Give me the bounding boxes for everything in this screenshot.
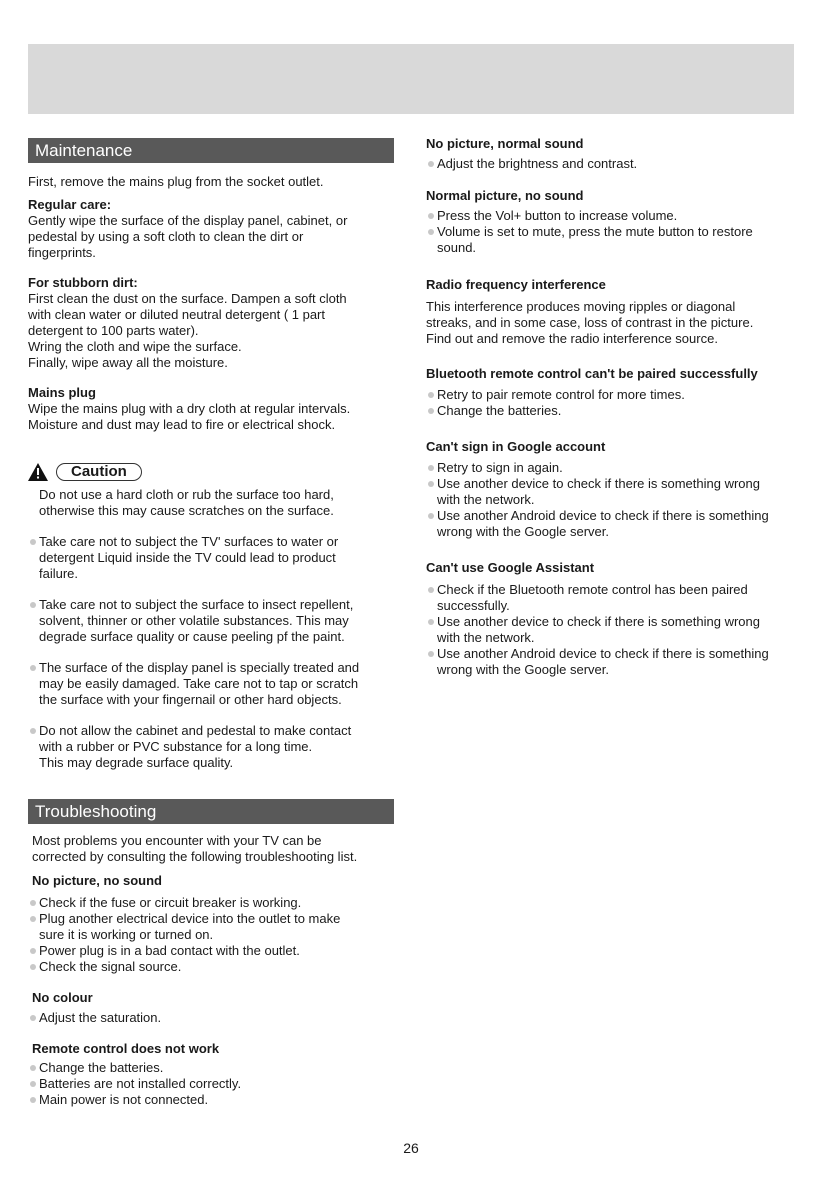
- text-line: wrong with the Google server.: [437, 524, 609, 539]
- list-item: [28, 597, 394, 645]
- text-line: Take care not to subject the surface to insect repellent,: [39, 597, 354, 612]
- normal-picture-no-sound-heading: Normal picture, no sound: [426, 188, 584, 203]
- google-account-list: [426, 460, 806, 540]
- text-line: Finally, wipe away all the moisture.: [28, 355, 228, 370]
- text-line: Use another Android device to check if there is something: [437, 646, 769, 661]
- no-picture-normal-sound-heading: No picture, normal sound: [426, 136, 584, 151]
- caution-label: Caution: [56, 463, 142, 481]
- header-band: [28, 44, 794, 114]
- list-item: [426, 508, 806, 540]
- remote-not-work-heading: Remote control does not work: [32, 1041, 220, 1056]
- text-line: Use another device to check if there is something wrong: [437, 614, 761, 629]
- text-line: Change the batteries.: [39, 1060, 164, 1075]
- list-item: [426, 614, 806, 646]
- text-line: Check if the Bluetooth remote control has been paired: [437, 582, 748, 597]
- text-line: Find out and remove the radio interference source.: [426, 331, 718, 346]
- text-line: corrected by consulting the following troubleshooting list.: [32, 849, 358, 864]
- text-line: This may degrade surface quality.: [39, 755, 234, 770]
- maintenance-title: Maintenance: [28, 138, 394, 163]
- mains-plug-heading: Mains plug: [28, 385, 96, 400]
- text-line: successfully.: [437, 598, 510, 613]
- list-item: [28, 943, 394, 959]
- bluetooth-heading: Bluetooth remote control can't be paired successfully: [426, 366, 758, 381]
- caution-list: [28, 534, 394, 771]
- text-line: Wring the cloth and wipe the surface.: [28, 339, 242, 354]
- text-line: Change the batteries.: [437, 403, 562, 418]
- text-line: detergent to 100 parts water).: [28, 323, 199, 338]
- text-line: Adjust the brightness and contrast.: [437, 156, 638, 171]
- text-line: Take care not to subject the TV' surfaces to water or: [39, 534, 339, 549]
- text-line: Power plug is in a bad contact with the outlet.: [39, 943, 300, 958]
- troubleshooting-title: Troubleshooting: [28, 799, 394, 824]
- page-number: 26: [403, 1140, 419, 1156]
- list-item: [28, 1010, 394, 1026]
- text-line: Moisture and dust may lead to fire or electrical shock.: [28, 417, 336, 432]
- maintenance-intro: First, remove the mains plug from the socket outlet.: [28, 174, 324, 189]
- text-line: sound.: [437, 240, 477, 255]
- text-line: Gently wipe the surface of the display panel, cabinet, or: [28, 213, 348, 228]
- text-line: detergent Liquid inside the TV could lead to product: [39, 550, 336, 565]
- list-item: [28, 959, 394, 975]
- text-line: solvent, thinner or other volatile substances. This may: [39, 613, 349, 628]
- text-line: with the network.: [437, 630, 535, 645]
- text-line: First clean the dust on the surface. Dampen a soft cloth: [28, 291, 347, 306]
- caution-header: [28, 463, 394, 481]
- list-item: [426, 208, 806, 224]
- normal-picture-no-sound-list: [426, 208, 806, 256]
- no-colour-heading: No colour: [32, 990, 93, 1005]
- text-line: Use another Android device to check if there is something: [437, 508, 769, 523]
- text-line: Wipe the mains plug with a dry cloth at regular intervals.: [28, 401, 351, 416]
- text-line: Retry to sign in again.: [437, 460, 563, 475]
- text-line: Do not allow the cabinet and pedestal to make contact: [39, 723, 352, 738]
- radio-interference-heading: Radio frequency interference: [426, 277, 606, 292]
- regular-care-text: [28, 213, 394, 261]
- list-item: [28, 1076, 394, 1092]
- text-line: This interference produces moving ripples or diagonal: [426, 299, 736, 314]
- text-line: Adjust the saturation.: [39, 1010, 162, 1025]
- text-line: degrade surface quality or cause peeling pf the paint.: [39, 629, 345, 644]
- troubleshooting-intro: [28, 833, 394, 865]
- text-line: Main power is not connected.: [39, 1092, 209, 1107]
- caution-intro: [28, 487, 394, 519]
- text-line: The surface of the display panel is specially treated and: [39, 660, 360, 675]
- text-line: Press the Vol+ button to increase volume.: [437, 208, 678, 223]
- text-line: Do not use a hard cloth or rub the surface too hard,: [39, 487, 334, 502]
- stubborn-dirt-heading: For stubborn dirt:: [28, 275, 138, 290]
- text-line: Most problems you encounter with your TV can be: [32, 833, 322, 848]
- radio-interference-text: [426, 299, 806, 347]
- text-line: Use another device to check if there is something wrong: [437, 476, 761, 491]
- text-line: otherwise this may cause scratches on the surface.: [39, 503, 334, 518]
- regular-care-heading: Regular care:: [28, 197, 112, 212]
- right-column: [426, 136, 806, 678]
- google-assistant-list: [426, 582, 806, 678]
- warning-icon: [28, 463, 48, 481]
- text-line: streaks, and in some case, loss of contrast in the picture.: [426, 315, 754, 330]
- list-item: [28, 911, 394, 943]
- text-line: the surface with your fingernail or other hard objects.: [39, 692, 342, 707]
- list-item: [28, 660, 394, 708]
- text-line: pedestal by using a soft cloth to clean the dirt or: [28, 229, 304, 244]
- mains-plug-text: [28, 401, 394, 433]
- google-account-heading: Can't sign in Google account: [426, 439, 606, 454]
- no-colour-list: [28, 1010, 394, 1026]
- remote-not-work-list: [28, 1060, 394, 1108]
- no-picture-normal-sound-list: [426, 156, 806, 172]
- text-line: Check if the fuse or circuit breaker is working.: [39, 895, 302, 910]
- no-picture-no-sound-heading: No picture, no sound: [32, 873, 162, 888]
- stubborn-dirt-text: [28, 291, 394, 371]
- list-item: [426, 156, 806, 172]
- list-item: [426, 582, 806, 614]
- list-item: [426, 403, 806, 419]
- text-line: Batteries are not installed correctly.: [39, 1076, 242, 1091]
- text-line: with clean water or diluted neutral detergent ( 1 part: [28, 307, 326, 322]
- list-item: [426, 646, 806, 678]
- list-item: [28, 1060, 394, 1076]
- text-line: Plug another electrical device into the outlet to make: [39, 911, 341, 926]
- list-item: [28, 723, 394, 771]
- text-line: sure it is working or turned on.: [39, 927, 214, 942]
- text-line: fingerprints.: [28, 245, 96, 260]
- list-item: [426, 460, 806, 476]
- text-line: wrong with the Google server.: [437, 662, 609, 677]
- list-item: [28, 1092, 394, 1108]
- list-item: [28, 534, 394, 582]
- list-item: [426, 224, 806, 256]
- list-item: [426, 476, 806, 508]
- no-picture-no-sound-list: [28, 895, 394, 975]
- list-item: [426, 387, 806, 403]
- text-line: Retry to pair remote control for more times.: [437, 387, 685, 402]
- google-assistant-heading: Can't use Google Assistant: [426, 560, 595, 575]
- list-item: [28, 895, 394, 911]
- text-line: with the network.: [437, 492, 535, 507]
- left-column: [28, 138, 394, 1108]
- text-line: may be easily damaged. Take care not to tap or scratch: [39, 676, 359, 691]
- text-line: failure.: [39, 566, 79, 581]
- text-line: Check the signal source.: [39, 959, 182, 974]
- bluetooth-list: [426, 387, 806, 419]
- text-line: with a rubber or PVC substance for a long time.: [39, 739, 313, 754]
- text-line: Volume is set to mute, press the mute button to restore: [437, 224, 753, 239]
